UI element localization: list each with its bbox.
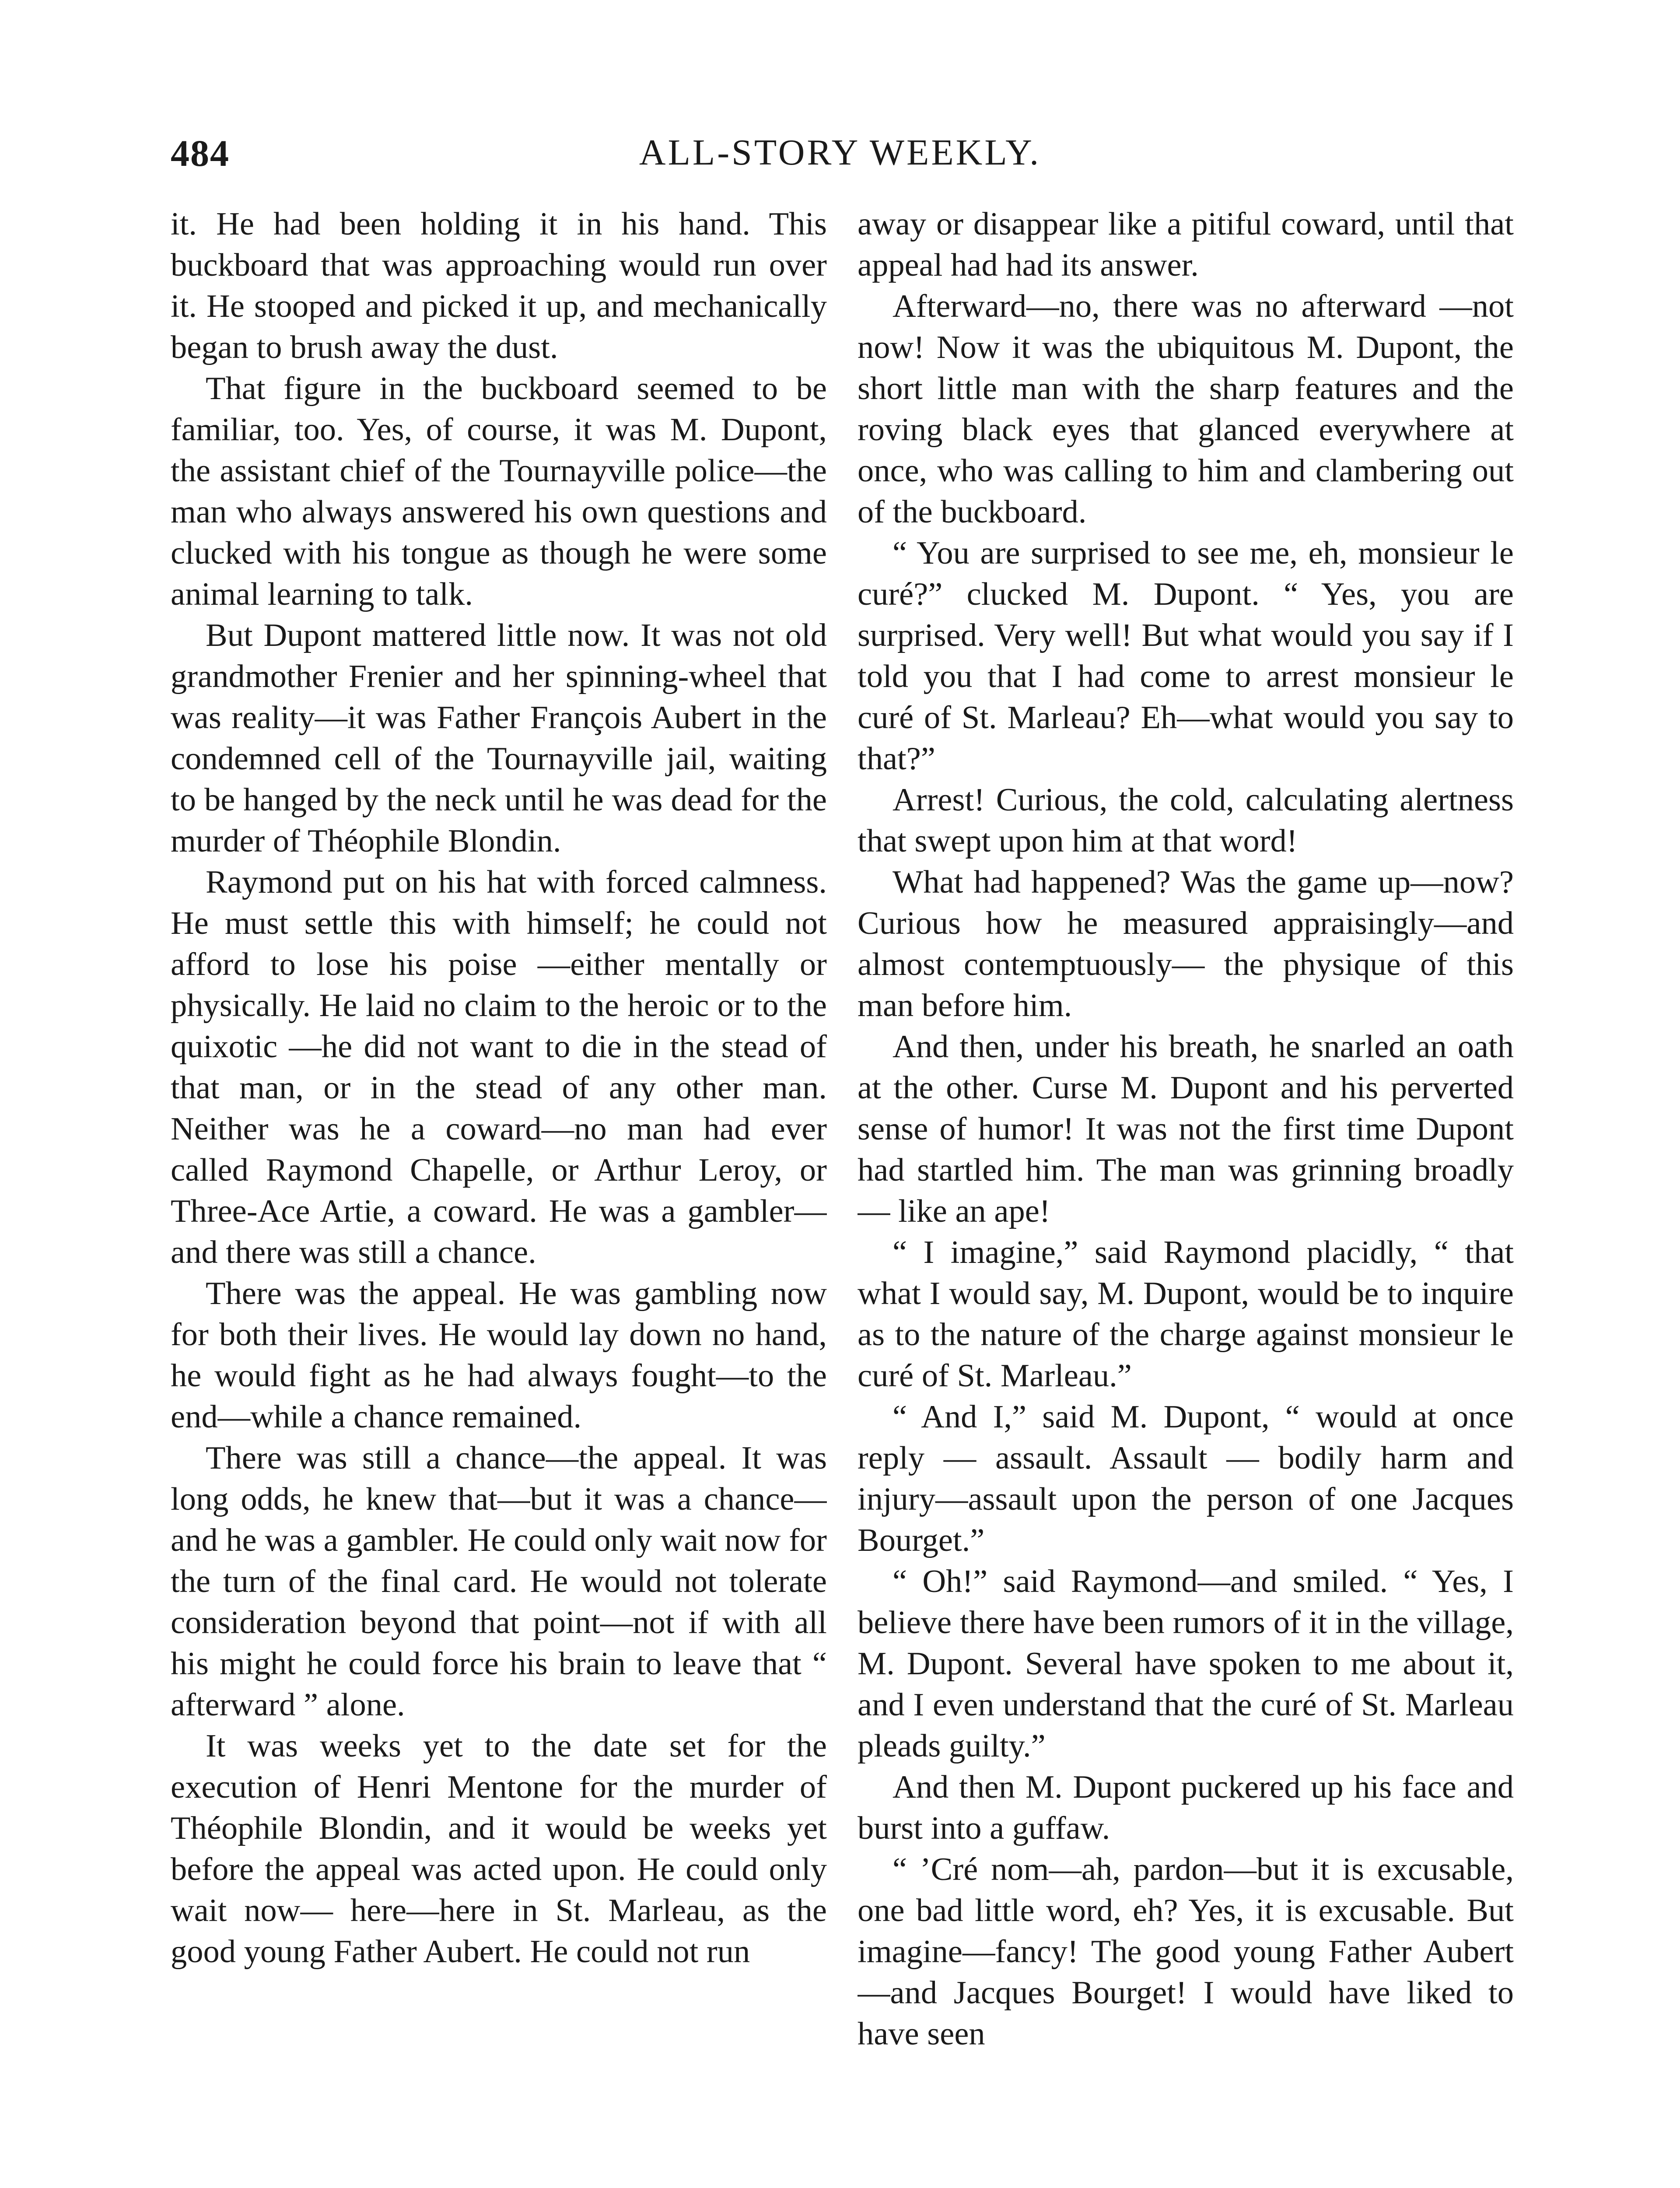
running-title: ALL-STORY WEEKLY. — [639, 132, 1041, 173]
paragraph: Afterward—no, there was no afterward —not now! Now it was the ubiquitous M. Dupont, the short little man with the sharp features and the roving black eyes that glanced everywhere at once, who was calling to him and clambering out of the buckboard. — [858, 288, 1514, 530]
paragraph: What had happened? Was the game up—now? Curious how he measured appraisingly—and almost contemptuously— the physique of this man before him. — [858, 864, 1514, 1024]
paragraph: “ And I,” said M. Dupont, “ would at once reply — assault. Assault — bodily harm and injury—assault upon the person of one Jacques Bourget.” — [858, 1399, 1514, 1558]
page-number: 484 — [171, 132, 230, 174]
paragraph: away or disappear like a pitiful coward, until that appeal had had its answer. — [858, 206, 1514, 283]
paragraph: And then M. Dupont puckered up his face and burst into a guffaw. — [858, 1769, 1514, 1846]
paragraph: it. He had been holding it in his hand. This buckboard that was approaching would run over it. He stooped and picked it up, and mechanically began to brush away the dust. — [171, 206, 827, 365]
paragraph: Raymond put on his hat with forced calmness. He must settle this with himself; he could not afford to lose his poise —either mentally or physically. He laid no claim to the heroic or to the quixotic —he did not want to die in the stead of that man, or in the stead of any other man. Neither was he a coward—no man had ever called Raymond Chapelle, or Arthur Leroy, or Three-Ace Artie, a coward. He was a gambler—and there was still a chance. — [171, 864, 827, 1270]
text-columns — [171, 203, 1514, 2188]
right-column — [858, 203, 1514, 2188]
paragraph: “ I imagine,” said Raymond placidly, “ that what I would say, M. Dupont, would be to inquire as to the nature of the charge against monsieur le curé of St. Marleau.” — [858, 1234, 1514, 1394]
page-header — [171, 131, 1509, 193]
paragraph: “ You are surprised to see me, eh, monsieur le curé?” clucked M. Dupont. “ Yes, you are surprised. Very well! But what would you say if I told you that I had come to arrest monsieur le curé of St. Marleau? Eh—what would you say to that?” — [858, 535, 1514, 777]
paragraph: “ Oh!” said Raymond—and smiled. “ Yes, I believe there have been rumors of it in the village, M. Dupont. Several have spoken to me about it, and I even understand that the curé of St. Marleau pleads guilty.” — [858, 1564, 1514, 1764]
paragraph: “ ’Cré nom—ah, pardon—but it is excusable, one bad little word, eh? Yes, it is excusable. But imagine—fancy! The good young Father Aubert—and Jacques Bourget! I would have liked to have seen — [858, 1851, 1514, 2052]
paragraph: It was weeks yet to the date set for the execution of Henri Mentone for the murder of Théophile Blondin, and it would be weeks yet before the appeal was acted upon. He could only wait now— here—here in St. Marleau, as the good young Father Aubert. He could not run — [171, 1728, 827, 1970]
left-column — [171, 203, 827, 2188]
paragraph: There was the appeal. He was gambling now for both their lives. He would lay down no hand, he would fight as he had always fought—to the end—while a chance remained. — [171, 1276, 827, 1435]
paragraph: But Dupont mattered little now. It was not old grandmother Frenier and her spinning-wheel that was reality—it was Father François Aubert in the condemned cell of the Tournayville jail, waiting to be hanged by the neck until he was dead for the murder of Théophile Blondin. — [171, 617, 827, 859]
paragraph: And then, under his breath, he snarled an oath at the other. Curse M. Dupont and his perverted sense of humor! It was not the first time Dupont had startled him. The man was grinning broadly— like an ape! — [858, 1029, 1514, 1229]
paragraph: Arrest! Curious, the cold, calculating alertness that swept upon him at that word! — [858, 782, 1514, 859]
paragraph: There was still a chance—the appeal. It was long odds, he knew that—but it was a chance—and he was a gambler. He could only wait now for the turn of the final card. He would not tolerate consideration beyond that point—not if with all his might he could force his brain to leave that “ afterward ” alone. — [171, 1440, 827, 1723]
paragraph: That figure in the buckboard seemed to be familiar, too. Yes, of course, it was M. Dupont, the assistant chief of the Tournayville police—the man who always answered his own questions and clucked with his tongue as though he were some animal learning to talk. — [171, 371, 827, 612]
